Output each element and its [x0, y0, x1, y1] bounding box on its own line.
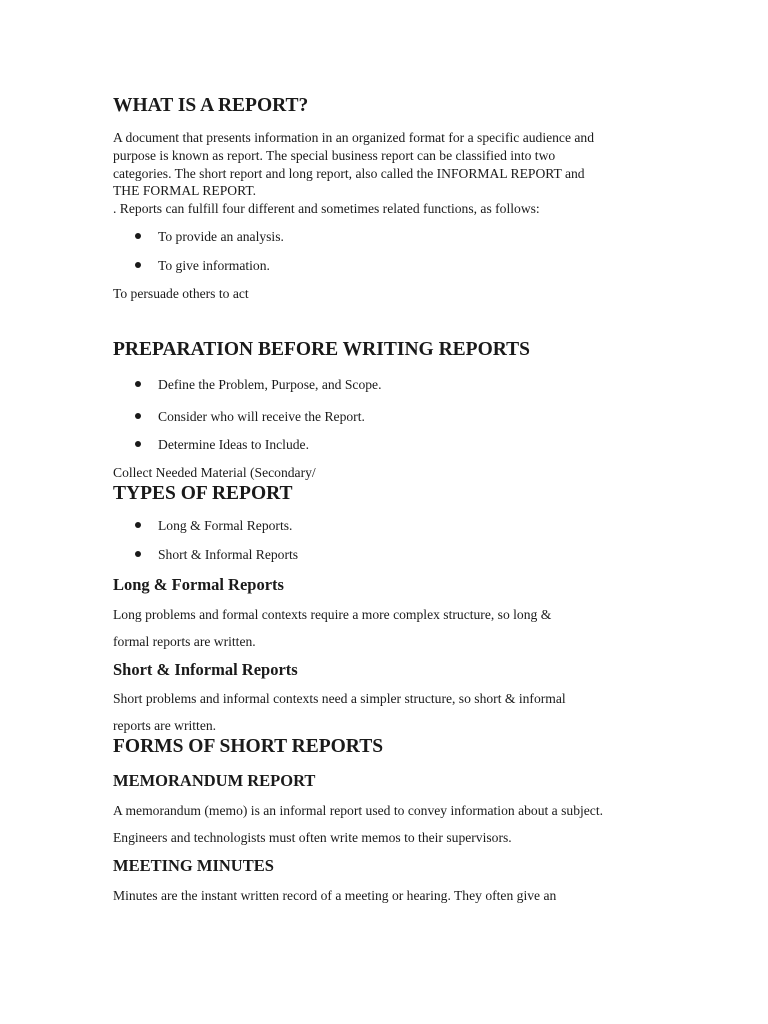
paragraph-line: categories. The short report and long report, also called the INFORMAL REPORT and: [113, 166, 585, 181]
bullet-icon: [135, 441, 141, 447]
bullet-icon: [135, 233, 141, 239]
paragraph-line: A document that presents information in an organized format for a specific audience and: [113, 130, 595, 145]
paragraph-line: Engineers and technologists must often write memos to their supervisors.: [113, 830, 512, 845]
heading-long-formal-reports: Long & Formal Reports: [113, 575, 284, 594]
bullet-icon: [135, 522, 141, 528]
heading-memorandum-report: MEMORANDUM REPORT: [113, 771, 316, 790]
list-item: Consider who will receive the Report.: [135, 409, 365, 425]
heading-short-informal-reports: Short & Informal Reports: [113, 660, 298, 679]
list-item: To provide an analysis.: [135, 229, 284, 245]
paragraph-line: reports are written.: [113, 718, 217, 733]
bullet-icon: [135, 551, 141, 557]
paragraph-line: THE FORMAL REPORT.: [113, 183, 257, 198]
heading-preparation: PREPARATION BEFORE WRITING REPORTS: [113, 339, 530, 360]
paragraph-line: To persuade others to act: [113, 286, 249, 301]
paragraph-line: Short problems and informal contexts need a simpler structure, so short & informal: [113, 691, 566, 706]
list-item: Long & Formal Reports.: [135, 518, 292, 534]
heading-what-is-a-report: WHAT IS A REPORT?: [113, 95, 309, 116]
heading-meeting-minutes: MEETING MINUTES: [113, 856, 274, 875]
paragraph-line: formal reports are written.: [113, 634, 256, 649]
bullet-icon: [135, 381, 141, 387]
list-item: Determine Ideas to Include.: [135, 437, 309, 453]
heading-types-of-report: TYPES OF REPORT: [113, 483, 293, 504]
heading-forms-of-short-reports: FORMS OF SHORT REPORTS: [113, 736, 384, 757]
bullet-icon: [135, 413, 141, 419]
paragraph-line: Minutes are the instant written record of a meeting or hearing. They often give an: [113, 888, 557, 903]
bullet-icon: [135, 262, 141, 268]
list-item: To give information.: [135, 258, 270, 274]
list-item: Define the Problem, Purpose, and Scope.: [135, 377, 382, 393]
paragraph-line: A memorandum (memo) is an informal report used to convey information about a subject.: [113, 803, 604, 818]
paragraph-line: purpose is known as report. The special business report can be classified into two: [113, 148, 556, 163]
paragraph-line: Long problems and formal contexts require a more complex structure, so long &: [113, 607, 552, 622]
paragraph-line: Collect Needed Material (Secondary/: [113, 465, 316, 480]
paragraph-line: . Reports can fulfill four different and sometimes related functions, as follows:: [113, 201, 540, 216]
list-item: Short & Informal Reports: [135, 547, 298, 563]
